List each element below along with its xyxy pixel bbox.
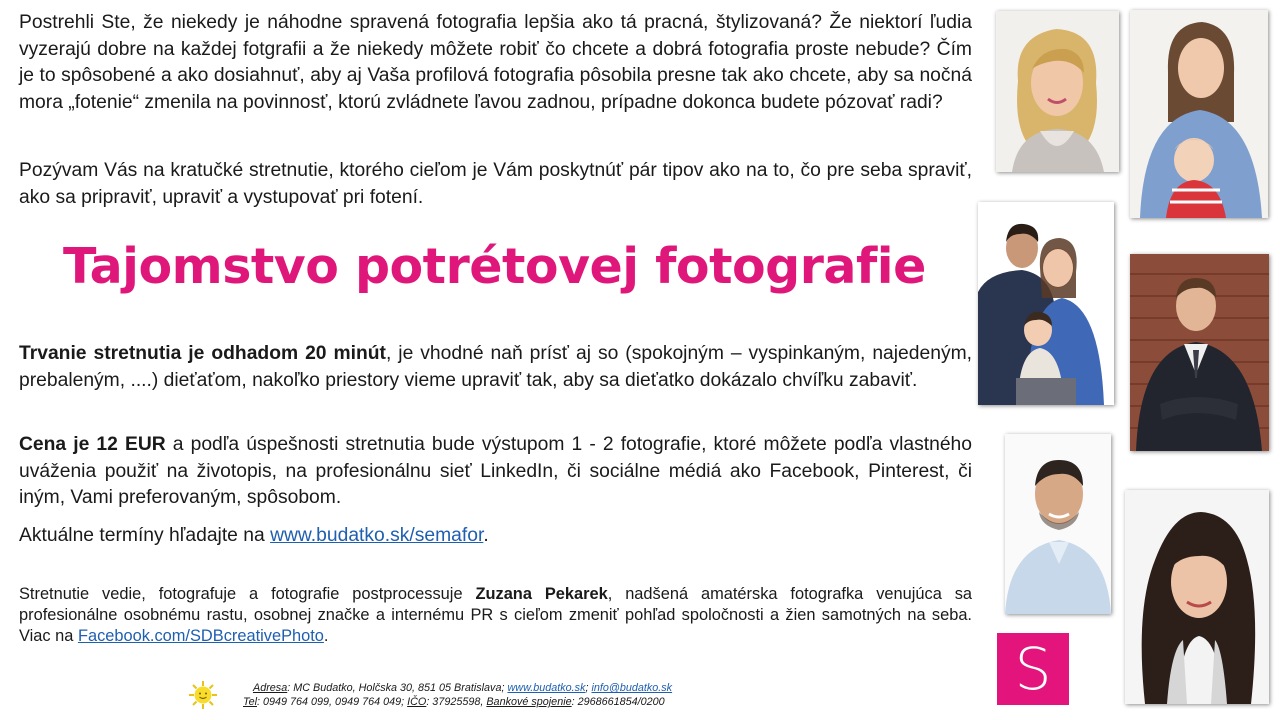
- dates-paragraph: [19, 523, 972, 550]
- footer: [243, 681, 672, 709]
- headline: Tajomstvo potrétovej fotografie: [63, 238, 926, 295]
- duration-bold: Trvanie stretnutia je odhadom 20 minút: [19, 343, 386, 364]
- price-bold: Cena je 12 EUR: [19, 434, 166, 455]
- semafor-link[interactable]: www.budatko.sk/semafor: [270, 525, 484, 546]
- ico-label: IČO: [407, 696, 427, 708]
- logo-s: S: [997, 633, 1069, 705]
- organizer-paragraph: [19, 584, 972, 647]
- email-link[interactable]: info@budatko.sk: [591, 682, 673, 694]
- facebook-link[interactable]: Facebook.com/SDBcreativePhoto: [77, 627, 324, 645]
- intro-paragraph-2: Pozývam Vás na kratučké stretnutie, ktorého cieľom je Vám poskytnúť pár tipov ako na to, čo pre seba spraviť, ako sa pripraviť, upraviť a vystupovať pri fotení.: [19, 160, 972, 208]
- footer-line-1: [243, 681, 672, 695]
- organizer-prefix: Stretnutie vedie, fotografuje a fotografie postprocessuje: [19, 585, 476, 603]
- organizer-text: , nadšená amatérska fotografka venujúca sa profesionálne osobnému rastu, osobnej značke a internému PR s cieľom zmeniť pohľad spoločnosti a žien samotných na seba. Viac na: [19, 585, 973, 645]
- photo-family: [978, 202, 1114, 405]
- dates-suffix: .: [483, 525, 489, 546]
- ico-text: : 37925598,: [426, 696, 487, 708]
- photo-man-shirt: [1005, 434, 1111, 614]
- address-text: : MC Budatko, Holčska 30, 851 05 Bratislava;: [287, 682, 508, 694]
- price-paragraph: [19, 432, 972, 512]
- organizer-name: Zuzana Pekarek: [475, 585, 608, 603]
- tel-label: Tel: [243, 696, 258, 708]
- photo-dark-haired-woman: [1125, 490, 1269, 704]
- tel-text: : 0949 764 099, 0949 764 049;: [257, 696, 408, 708]
- duration-paragraph: [19, 341, 972, 394]
- web-link[interactable]: www.budatko.sk: [507, 682, 586, 694]
- sun-logo-icon: [188, 680, 218, 710]
- intro-paragraph-1: Postrehli Ste, že niekedy je náhodne spravená fotografia lepšia ako tá pracná, štylizovaná? Že niektorí ľudia vyzerajú dobre na každej fotgrafii a že niekedy môžete robiť čo chcete a dobrá fotografia proste nebude? Čím je to spôsobené a ako dosiahnuť, aby aj Vaša profilová fotografia pôsobila presne tak ako chcete, aby sa nočná mora „fotenie“ zmenila na povinnosť, ktorú zvládnete ľavou zadnou, prípadne dokonca budete pózovať radi?: [19, 12, 972, 113]
- footer-separator: ;: [585, 682, 592, 694]
- photo-man-suit: [1130, 254, 1269, 451]
- photo-blonde-woman: [996, 11, 1119, 172]
- dates-prefix: Aktuálne termíny hľadajte na: [19, 525, 271, 546]
- organizer-suffix: .: [323, 627, 329, 645]
- photo-mother-baby: [1130, 10, 1268, 218]
- price-text: a podľa úspešnosti stretnutia bude výstupom 1 - 2 fotografie, ktoré môžete podľa vlastného uváženia použiť na životopis, na profesionálnu sieť LinkedIn, či sociálne médiá ako Facebook, Pinterest, či iným, Vami preferovaným, spôsobom.: [19, 434, 972, 508]
- address-label: Adresa: [253, 682, 288, 694]
- duration-text: , je vhodné naň prísť aj so (spokojným – vyspinkaným, najedeným, prebaleným, ....) dieťaťom, nakoľko priestory vieme upraviť tak, aby sa dieťatko dokázalo chvíľku zabaviť.: [19, 343, 972, 391]
- footer-line-2: [243, 695, 672, 709]
- bank-text: : 2968661854/0200: [571, 696, 665, 708]
- bank-label: Bankové spojenie: [486, 696, 572, 708]
